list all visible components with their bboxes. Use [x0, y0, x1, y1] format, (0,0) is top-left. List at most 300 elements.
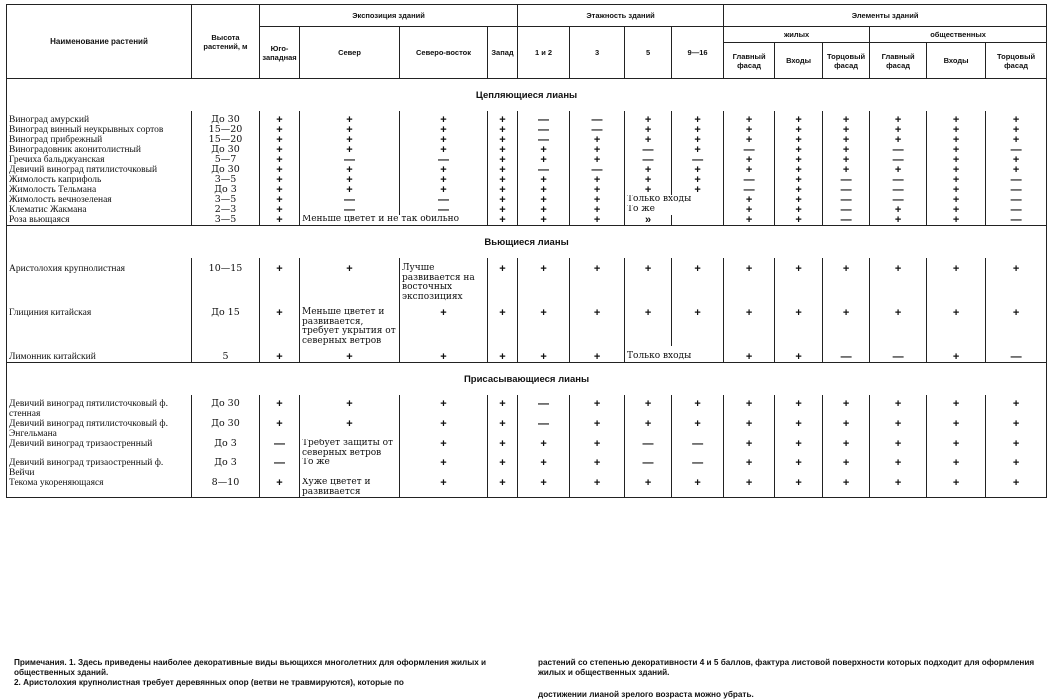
- plant-height: До 3: [192, 458, 260, 478]
- plant-height: 3—5: [192, 175, 260, 185]
- mark-exp-sw: +: [260, 478, 300, 498]
- header-res-entries: Входы: [775, 43, 823, 79]
- mark-res-end: —: [823, 175, 870, 185]
- mark-pub-end: +: [986, 395, 1047, 419]
- mark-pub-main: +: [870, 258, 927, 302]
- mark-pub-main: +: [870, 419, 927, 439]
- plant-height: 8—10: [192, 478, 260, 498]
- mark-exp-ne: +: [400, 419, 488, 439]
- mark-exp-sw: +: [260, 419, 300, 439]
- mark-res-end: +: [823, 478, 870, 498]
- mark-exp-ne: +: [400, 111, 488, 125]
- plant-name: Текома укореняющаяся: [7, 478, 192, 498]
- mark-floor-1-2: +: [518, 145, 570, 155]
- plant-name: Лимонник китайский: [7, 346, 192, 363]
- mark-res-end: +: [823, 135, 870, 145]
- mark-res-main: +: [724, 302, 775, 346]
- mark-exp-w: +: [488, 419, 518, 439]
- mark-floor-3: +: [570, 155, 625, 165]
- mark-exp-ne: +: [400, 145, 488, 155]
- mark-pub-end: —: [986, 346, 1047, 363]
- mark-res-entries: +: [775, 175, 823, 185]
- note-1-right: растений со степенью декоративности 4 и 5 баллов, фактура листовой поверхности которых подходит для оформления жилых и общественных зданий.: [538, 658, 1035, 677]
- mark-pub-end: +: [986, 125, 1047, 135]
- plant-height: 5: [192, 346, 260, 363]
- table-row: [7, 346, 1047, 363]
- mark-pub-main: +: [870, 478, 927, 498]
- mark-pub-entries: +: [927, 478, 986, 498]
- mark-res-main: —: [724, 175, 775, 185]
- mark-floor-3: —: [570, 125, 625, 135]
- mark-exp-n: +: [300, 185, 400, 195]
- mark-floor-5: +: [625, 258, 672, 302]
- mark-pub-entries: +: [927, 346, 986, 363]
- mark-res-end: +: [823, 458, 870, 478]
- mark-floor-9-16: +: [672, 258, 724, 302]
- plant-name: Жимолость Тельмана: [7, 185, 192, 195]
- mark-floor-1-2: +: [518, 155, 570, 165]
- mark-pub-main: +: [870, 135, 927, 145]
- north-note: То же: [300, 458, 400, 478]
- plant-name: Виноград прибрежный: [7, 135, 192, 145]
- mark-exp-n: +: [300, 125, 400, 135]
- mark-res-entries: +: [775, 458, 823, 478]
- header-public: общественных: [870, 27, 1047, 43]
- table-row: [7, 111, 1047, 125]
- mark-exp-ne: +: [400, 395, 488, 419]
- header-exp-ne: Северо-восток: [400, 27, 488, 79]
- mark-floor-1-2: +: [518, 195, 570, 205]
- mark-pub-end: +: [986, 258, 1047, 302]
- table-row: [7, 478, 1047, 498]
- plant-name: Виноградовник аконитолистный: [7, 145, 192, 155]
- mark-exp-ne: +: [400, 439, 488, 458]
- mark-exp-w: +: [488, 302, 518, 346]
- header-exp-n: Север: [300, 27, 400, 79]
- header-res-main: Главный фасад: [724, 43, 775, 79]
- mark-res-entries: +: [775, 155, 823, 165]
- mark-exp-sw: +: [260, 175, 300, 185]
- plant-name: Роза вьющаяся: [7, 215, 192, 226]
- mark-pub-end: —: [986, 215, 1047, 226]
- mark-floor-3: +: [570, 419, 625, 439]
- mark-pub-end: +: [986, 419, 1047, 439]
- mark-floor-3: —: [570, 165, 625, 175]
- mark-res-main: +: [724, 155, 775, 165]
- plant-name: Девичий виноград пятилисточковый ф. стенная: [7, 395, 192, 419]
- mark-floor-3: +: [570, 195, 625, 205]
- mark-pub-main: —: [870, 195, 927, 205]
- notes-left: [14, 658, 534, 688]
- mark-res-entries: +: [775, 195, 823, 205]
- mark-floor-5: +: [625, 185, 672, 195]
- note-2-left: 2. Аристолохия крупнолистная требует деревянных опор (ветви не травмируются), которые по: [14, 678, 404, 687]
- section-row: [7, 363, 1047, 396]
- mark-pub-main: +: [870, 215, 927, 226]
- mark-res-entries: +: [775, 395, 823, 419]
- mark-res-main: +: [724, 205, 775, 215]
- plant-height: 2—3: [192, 205, 260, 215]
- mark-exp-ne: +: [400, 478, 488, 498]
- mark-pub-entries: +: [927, 155, 986, 165]
- mark-floor-5: —: [625, 145, 672, 155]
- mark-exp-ne: +: [400, 458, 488, 478]
- mark-res-entries: +: [775, 419, 823, 439]
- mark-pub-end: +: [986, 155, 1047, 165]
- mark-exp-w: +: [488, 215, 518, 226]
- plant-name: Жимолость вечнозеленая: [7, 195, 192, 205]
- mark-res-main: +: [724, 135, 775, 145]
- mark-pub-entries: +: [927, 205, 986, 215]
- mark-exp-n: +: [300, 165, 400, 175]
- mark-exp-sw: +: [260, 195, 300, 205]
- mark-exp-sw: +: [260, 111, 300, 125]
- mark-exp-w: +: [488, 125, 518, 135]
- mark-exp-ne: +: [400, 135, 488, 145]
- mark-exp-n: +: [300, 145, 400, 155]
- mark-res-end: +: [823, 258, 870, 302]
- mark-pub-end: +: [986, 458, 1047, 478]
- plant-height: 15—20: [192, 135, 260, 145]
- mark-pub-entries: +: [927, 165, 986, 175]
- header-exp-sw: Юго-западная: [260, 27, 300, 79]
- mark-exp-sw: —: [260, 439, 300, 458]
- header-pub-entries: Входы: [927, 43, 986, 79]
- mark-exp-n: +: [300, 111, 400, 125]
- plant-height: До 30: [192, 419, 260, 439]
- mark-floor-9-16: —: [672, 439, 724, 458]
- mark-res-end: —: [823, 215, 870, 226]
- mark-exp-w: +: [488, 135, 518, 145]
- mark-floor-1-2: —: [518, 111, 570, 125]
- mark-res-end: +: [823, 155, 870, 165]
- mark-floor-5: +: [625, 111, 672, 125]
- mark-pub-end: —: [986, 185, 1047, 195]
- mark-pub-main: +: [870, 395, 927, 419]
- mark-floor-9-16: +: [672, 395, 724, 419]
- mark-res-end: +: [823, 145, 870, 155]
- mark-exp-w: +: [488, 205, 518, 215]
- mark-exp-n: —: [300, 195, 400, 205]
- header-exp-w: Запад: [488, 27, 518, 79]
- north-note: Требует защиты от северных ветров: [300, 439, 400, 458]
- mark-floor-1-2: +: [518, 478, 570, 498]
- section-row: [7, 226, 1047, 259]
- plant-name: Девичий виноград тризаостренный ф. Вейчи: [7, 458, 192, 478]
- floors-note: Только входы: [625, 195, 724, 205]
- table-row: [7, 302, 1047, 346]
- mark-exp-sw: +: [260, 302, 300, 346]
- mark-res-main: +: [724, 458, 775, 478]
- plant-height: До 30: [192, 395, 260, 419]
- section-title: Цепляющиеся лианы: [7, 79, 1047, 112]
- plant-height: До 3: [192, 439, 260, 458]
- mark-pub-main: —: [870, 185, 927, 195]
- mark-floor-9-16: —: [672, 155, 724, 165]
- plant-name: Глициния китайская: [7, 302, 192, 346]
- plant-name: Аристолохия крупнолистная: [7, 258, 192, 302]
- mark-pub-main: —: [870, 346, 927, 363]
- mark-floor-9-16: +: [672, 419, 724, 439]
- mark-exp-sw: +: [260, 155, 300, 165]
- mark-floor-1-2: +: [518, 346, 570, 363]
- note-2-right: достижении лианой зрелого возраста можно убрать.: [538, 690, 754, 699]
- mark-floor-9-16: +: [672, 185, 724, 195]
- mark-res-main: +: [724, 195, 775, 205]
- mark-pub-end: —: [986, 195, 1047, 205]
- mark-floor-3: —: [570, 111, 625, 125]
- mark-floor-1-2: +: [518, 439, 570, 458]
- mark-exp-sw: +: [260, 135, 300, 145]
- mark-res-end: +: [823, 165, 870, 175]
- mark-floor-3: +: [570, 346, 625, 363]
- mark-exp-ne: +: [400, 125, 488, 135]
- mark-pub-end: +: [986, 478, 1047, 498]
- mark-exp-sw: —: [260, 458, 300, 478]
- mark-floor-9-16: —: [672, 458, 724, 478]
- mark-res-end: +: [823, 111, 870, 125]
- mark-res-entries: +: [775, 145, 823, 155]
- header-floor-1-2: 1 и 2: [518, 27, 570, 79]
- table-row: [7, 165, 1047, 175]
- mark-floor-3: +: [570, 135, 625, 145]
- mark-exp-w: +: [488, 258, 518, 302]
- mark-floor-5: +: [625, 175, 672, 185]
- table-row: [7, 258, 1047, 302]
- plant-height: 5—7: [192, 155, 260, 165]
- mark-res-main: +: [724, 395, 775, 419]
- mark-floor-3: +: [570, 439, 625, 458]
- mark-res-entries: +: [775, 302, 823, 346]
- mark-exp-sw: +: [260, 258, 300, 302]
- mark-pub-entries: +: [927, 185, 986, 195]
- mark-pub-entries: +: [927, 195, 986, 205]
- plant-name: Гречиха бальджуанская: [7, 155, 192, 165]
- mark-exp-ne: +: [400, 346, 488, 363]
- mark-exp-w: +: [488, 155, 518, 165]
- mark-floor-3: +: [570, 215, 625, 226]
- mark-res-end: +: [823, 439, 870, 458]
- mark-floor-5: +: [625, 135, 672, 145]
- mark-floor-1-2: —: [518, 135, 570, 145]
- mark-floor-9-16: +: [672, 135, 724, 145]
- mark-floor-9-16: +: [672, 165, 724, 175]
- note-1-left: Примечания. 1. Здесь приведены наиболее декоративные виды вьющихся многолетних для оформления жилых и общественных зданий.: [14, 658, 487, 677]
- mark-pub-entries: +: [927, 135, 986, 145]
- floors-note: Только входы: [625, 346, 724, 363]
- mark-exp-w: +: [488, 395, 518, 419]
- mark-floor-1-2: —: [518, 419, 570, 439]
- table-row: [7, 205, 1047, 215]
- mark-exp-n: +: [300, 258, 400, 302]
- header-pub-end: Торцовый фасад: [986, 43, 1047, 79]
- mark-res-entries: +: [775, 258, 823, 302]
- mark-res-main: +: [724, 419, 775, 439]
- mark-floor-9-16: +: [672, 111, 724, 125]
- floors-note: То же: [625, 205, 724, 215]
- plant-height: 3—5: [192, 215, 260, 226]
- mark-pub-entries: +: [927, 395, 986, 419]
- mark-exp-n: —: [300, 205, 400, 215]
- table-row: [7, 175, 1047, 185]
- mark-pub-main: +: [870, 458, 927, 478]
- mark-pub-main: —: [870, 155, 927, 165]
- mark-pub-entries: +: [927, 302, 986, 346]
- northeast-note: Лучше развивается на восточных экспозициях: [400, 258, 488, 302]
- mark-exp-w: +: [488, 185, 518, 195]
- mark-res-main: +: [724, 478, 775, 498]
- table-row: [7, 419, 1047, 439]
- mark-floor-1-2: —: [518, 165, 570, 175]
- plant-height: До 30: [192, 111, 260, 125]
- mark-floor-3: +: [570, 175, 625, 185]
- mark-exp-sw: +: [260, 125, 300, 135]
- mark-res-end: +: [823, 419, 870, 439]
- table-row: [7, 185, 1047, 195]
- mark-exp-ne: +: [400, 302, 488, 346]
- header-floors: Этажность зданий: [518, 5, 724, 27]
- mark-res-entries: +: [775, 135, 823, 145]
- mark-exp-n: +: [300, 175, 400, 185]
- mark-pub-end: —: [986, 145, 1047, 155]
- mark-floor-5: —: [625, 155, 672, 165]
- mark-exp-w: +: [488, 145, 518, 155]
- mark-exp-w: +: [488, 165, 518, 175]
- mark-exp-n: —: [300, 155, 400, 165]
- mark-pub-entries: +: [927, 111, 986, 125]
- plant-name: Жимолость каприфоль: [7, 175, 192, 185]
- mark-floor-5: +: [625, 302, 672, 346]
- plant-name: Девичий виноград пятилисточковый: [7, 165, 192, 175]
- mark-res-entries: +: [775, 125, 823, 135]
- mark-exp-n: +: [300, 395, 400, 419]
- mark-exp-ne: —: [400, 155, 488, 165]
- mark-res-main: +: [724, 258, 775, 302]
- header-height: Высота растений, м: [192, 5, 260, 79]
- mark-floor-3: +: [570, 185, 625, 195]
- plant-table: [6, 4, 1047, 498]
- mark-exp-sw: +: [260, 346, 300, 363]
- mark-res-entries: +: [775, 215, 823, 226]
- mark-res-main: +: [724, 125, 775, 135]
- mark-pub-end: +: [986, 302, 1047, 346]
- plant-height: До 30: [192, 165, 260, 175]
- mark-floor-3: +: [570, 145, 625, 155]
- table-row: [7, 155, 1047, 165]
- mark-res-end: —: [823, 205, 870, 215]
- header-floor-9-16: 9—16: [672, 27, 724, 79]
- mark-pub-entries: +: [927, 439, 986, 458]
- mark-res-main: +: [724, 346, 775, 363]
- table-row: [7, 439, 1047, 458]
- mark-pub-end: +: [986, 439, 1047, 458]
- mark-floor-9-16: [672, 215, 724, 226]
- mark-res-main: —: [724, 185, 775, 195]
- mark-exp-n: +: [300, 346, 400, 363]
- mark-pub-main: +: [870, 111, 927, 125]
- mark-pub-end: —: [986, 205, 1047, 215]
- mark-floor-5: +: [625, 165, 672, 175]
- mark-floor-5: +: [625, 395, 672, 419]
- plant-height: До 30: [192, 145, 260, 155]
- mark-pub-end: +: [986, 165, 1047, 175]
- mark-floor-1-2: —: [518, 395, 570, 419]
- mark-exp-sw: +: [260, 215, 300, 226]
- mark-floor-3: +: [570, 395, 625, 419]
- mark-pub-end: —: [986, 175, 1047, 185]
- notes-right: [538, 658, 1048, 700]
- mark-res-end: +: [823, 125, 870, 135]
- exposure-note: Меньше цветет и не так обильно: [300, 215, 488, 226]
- mark-exp-sw: +: [260, 395, 300, 419]
- mark-floor-3: +: [570, 458, 625, 478]
- plant-height: До 3: [192, 185, 260, 195]
- plant-name: Виноград амурский: [7, 111, 192, 125]
- mark-res-end: —: [823, 195, 870, 205]
- mark-exp-w: +: [488, 478, 518, 498]
- mark-res-entries: +: [775, 439, 823, 458]
- mark-floor-9-16: +: [672, 478, 724, 498]
- mark-exp-ne: +: [400, 185, 488, 195]
- mark-res-end: —: [823, 185, 870, 195]
- mark-res-main: +: [724, 111, 775, 125]
- mark-pub-main: +: [870, 439, 927, 458]
- table-body: [7, 79, 1047, 498]
- mark-exp-sw: +: [260, 205, 300, 215]
- mark-res-main: +: [724, 165, 775, 175]
- mark-floor-1-2: +: [518, 458, 570, 478]
- header-pub-main: Главный фасад: [870, 43, 927, 79]
- mark-floor-9-16: +: [672, 175, 724, 185]
- header-floor-5: 5: [625, 27, 672, 79]
- section-row: [7, 79, 1047, 112]
- plant-height: 10—15: [192, 258, 260, 302]
- plant-name: Девичий виноград пятилисточковый ф. Энгельмана: [7, 419, 192, 439]
- mark-exp-w: +: [488, 175, 518, 185]
- section-title: Присасывающиеся лианы: [7, 363, 1047, 396]
- plant-name: Клематис Жакмана: [7, 205, 192, 215]
- header-residential: жилых: [724, 27, 870, 43]
- mark-pub-entries: +: [927, 419, 986, 439]
- mark-floor-1-2: +: [518, 205, 570, 215]
- mark-pub-entries: +: [927, 175, 986, 185]
- mark-floor-1-2: +: [518, 258, 570, 302]
- mark-pub-entries: +: [927, 215, 986, 226]
- mark-pub-main: +: [870, 125, 927, 135]
- mark-res-main: +: [724, 439, 775, 458]
- table-row: [7, 395, 1047, 419]
- mark-pub-main: +: [870, 205, 927, 215]
- mark-floor-3: +: [570, 258, 625, 302]
- plant-height: 3—5: [192, 195, 260, 205]
- mark-floor-5: »: [625, 215, 672, 226]
- mark-floor-3: +: [570, 478, 625, 498]
- mark-res-entries: +: [775, 185, 823, 195]
- section-title: Вьющиеся лианы: [7, 226, 1047, 259]
- north-note: Хуже цветет и развивается: [300, 478, 400, 498]
- mark-exp-sw: +: [260, 165, 300, 175]
- mark-pub-entries: +: [927, 125, 986, 135]
- plant-name: Девичий виноград тризаостренный: [7, 439, 192, 458]
- mark-floor-5: +: [625, 125, 672, 135]
- table-header: [7, 5, 1047, 79]
- table-row: [7, 125, 1047, 135]
- mark-floor-1-2: +: [518, 185, 570, 195]
- mark-floor-1-2: +: [518, 302, 570, 346]
- mark-floor-5: —: [625, 439, 672, 458]
- mark-floor-9-16: +: [672, 302, 724, 346]
- mark-res-end: —: [823, 346, 870, 363]
